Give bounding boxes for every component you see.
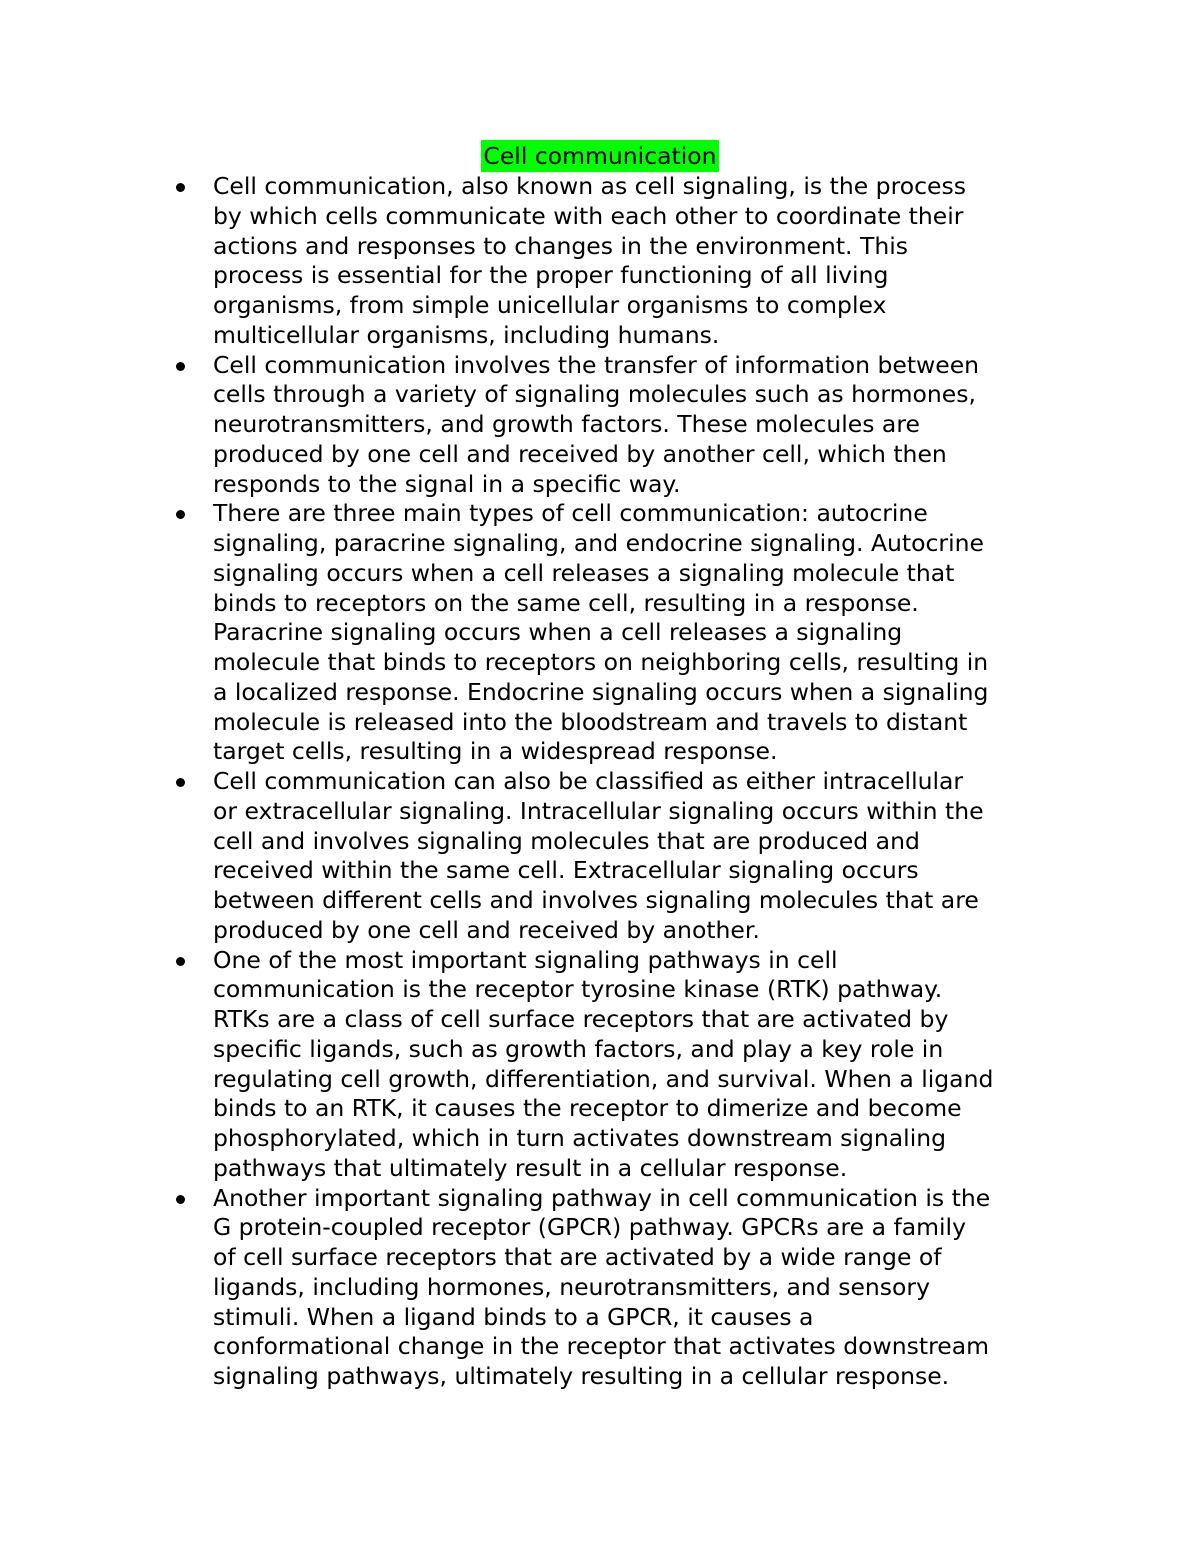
- document-title: Cell communication: [483, 142, 717, 170]
- bullet-paragraph: [213, 351, 1063, 500]
- bullet-paragraph: [213, 946, 1063, 1184]
- text-line: stimuli. When a ligand binds to a GPCR, it causes a: [213, 1302, 814, 1331]
- text-line: neurotransmitters, and growth factors. These molecules are: [213, 410, 920, 438]
- text-line: received within the same cell. Extracellular signaling occurs: [213, 856, 919, 885]
- text-line: produced by one cell and received by another.: [213, 915, 760, 944]
- text-line: Another important signaling pathway in cell communication is the: [213, 1183, 991, 1212]
- text-line: multicellular organisms, including humans.: [213, 320, 720, 349]
- text-line: regulating cell growth, differentiation, and survival. When a ligand: [213, 1064, 994, 1093]
- text-line: a localized response. Endocrine signaling occurs when a signaling: [213, 677, 989, 706]
- text-line: between different cells and involves signaling molecules that are: [213, 886, 979, 914]
- text-line: molecule is released into the bloodstream and travels to distant: [213, 707, 968, 736]
- text-line: Cell communication, also known as cell signaling, is the process: [213, 172, 966, 200]
- text-line: Paracrine signaling occurs when a cell releases a signaling: [213, 618, 903, 647]
- text-line: There are three main types of cell communication: autocrine: [213, 499, 928, 528]
- text-line: of cell surface receptors that are activated by a wide range of: [213, 1243, 942, 1271]
- text-line: cells through a variety of signaling molecules such as hormones,: [213, 380, 976, 409]
- text-line: specific ligands, such as growth factors, and play a key role in: [213, 1034, 944, 1063]
- text-line: molecule that binds to receptors on neighboring cells, resulting in: [213, 648, 989, 676]
- text-line: target cells, resulting in a widespread response.: [213, 737, 778, 766]
- text-line: binds to an RTK, it causes the receptor to dimerize and become: [213, 1094, 962, 1123]
- text-line: or extracellular signaling. Intracellular signaling occurs within the: [213, 796, 984, 825]
- list-item: [0, 946, 1200, 1184]
- text-line: responds to the signal in a specific way.: [213, 469, 681, 498]
- text-line: cell and involves signaling molecules that are produced and: [213, 826, 920, 855]
- list-item: [0, 1184, 1200, 1392]
- title-container: [0, 140, 1200, 172]
- list-item: [0, 351, 1200, 500]
- text-line: Cell communication can also be classified as either intracellular: [213, 767, 964, 795]
- text-line: One of the most important signaling pathways in cell: [213, 945, 838, 974]
- bullet-paragraph: [213, 499, 1063, 767]
- text-line: conformational change in the receptor that activates downstream: [213, 1332, 990, 1361]
- text-line: phosphorylated, which in turn activates downstream signaling: [213, 1124, 947, 1152]
- bullet-dot-icon: [176, 957, 185, 966]
- text-line: communication is the receptor tyrosine kinase (RTK) pathway.: [213, 975, 943, 1004]
- text-line: G protein-coupled receptor (GPCR) pathway. GPCRs are a family: [213, 1213, 966, 1242]
- bullet-dot-icon: [176, 183, 185, 192]
- bullet-list: [0, 172, 1200, 1392]
- text-line: signaling occurs when a cell releases a signaling molecule that: [213, 558, 955, 587]
- text-line: ligands, including hormones, neurotransmitters, and sensory: [213, 1272, 930, 1301]
- list-item: [0, 767, 1200, 946]
- text-line: binds to receptors on the same cell, resulting in a response.: [213, 588, 919, 617]
- text-line: Cell communication involves the transfer of information between: [213, 350, 980, 379]
- text-line: organisms, from simple unicellular organisms to complex: [213, 291, 887, 319]
- bullet-dot-icon: [176, 778, 185, 787]
- text-line: actions and responses to changes in the environment. This: [213, 231, 908, 260]
- text-line: produced by one cell and received by another cell, which then: [213, 439, 947, 468]
- bullet-dot-icon: [176, 510, 185, 519]
- list-item: [0, 499, 1200, 767]
- list-item: [0, 172, 1200, 351]
- text-line: signaling pathways, ultimately resulting in a cellular response.: [213, 1362, 950, 1390]
- text-line: process is essential for the proper functioning of all living: [213, 261, 889, 290]
- bullet-paragraph: [213, 1184, 1063, 1392]
- bullet-paragraph: [213, 172, 1063, 351]
- bullet-paragraph: [213, 767, 1063, 946]
- text-line: signaling, paracrine signaling, and endocrine signaling. Autocrine: [213, 529, 984, 557]
- text-line: pathways that ultimately result in a cellular response.: [213, 1153, 848, 1182]
- bullet-dot-icon: [176, 1195, 185, 1204]
- text-line: RTKs are a class of cell surface receptors that are activated by: [213, 1005, 949, 1033]
- text-line: by which cells communicate with each other to coordinate their: [213, 201, 964, 230]
- bullet-dot-icon: [176, 362, 185, 371]
